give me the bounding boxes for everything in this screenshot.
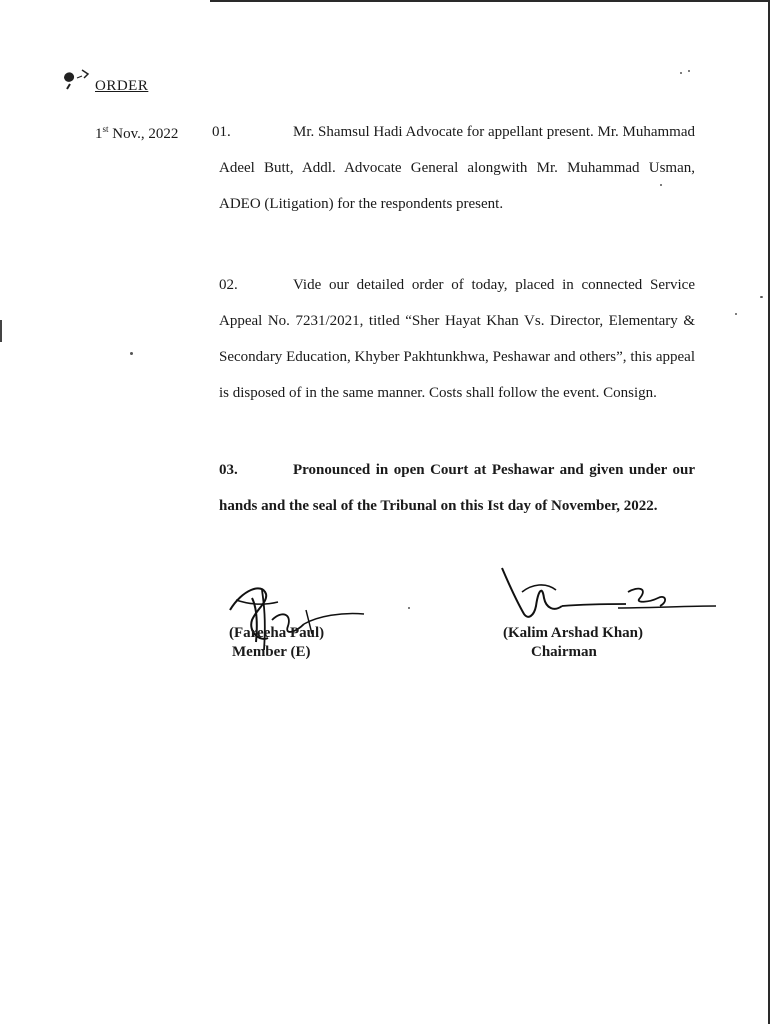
paragraph-text: Vide our detailed order of today, placed in connected Service Appeal No. 7231/2021, titled “Sher Hayat Khan Vs. Director, Elementary & Secondary Education, Khyber Pakhtunkhwa, Peshawar and others”, this appeal is disposed of in the same manner. Costs shall follow the event. Consign. bbox=[219, 277, 695, 401]
paragraph-1 bbox=[212, 114, 696, 222]
date-rest: Nov., 2022 bbox=[108, 126, 179, 142]
paragraph-3 bbox=[219, 452, 695, 524]
scan-speck bbox=[680, 72, 682, 74]
paragraph-number: 03. bbox=[219, 462, 238, 478]
paragraph-2 bbox=[219, 267, 695, 411]
date-suffix: st bbox=[102, 124, 109, 134]
signatory-name: (Fareeha Paul) bbox=[229, 625, 325, 641]
order-date bbox=[95, 124, 178, 143]
stamp-mark-icon bbox=[60, 66, 96, 90]
scan-edge-mark bbox=[0, 320, 2, 342]
paragraph-text: Pronounced in open Court at Peshawar and given under our hands and the seal of the Tribunal on this Ist day of November, 2022. bbox=[219, 462, 695, 514]
paragraph-number: 01. bbox=[212, 124, 231, 140]
signature-chairman-icon bbox=[498, 562, 720, 628]
date-day: 1 bbox=[95, 126, 103, 142]
paragraph-text: Mr. Shamsul Hadi Advocate for appellant present. Mr. Muhammad Adeel Butt, Addl. Advocate General alongwith Mr. Muhammad Usman, ADEO (Litigation) for the respondents present. bbox=[219, 124, 696, 212]
scan-speck bbox=[130, 352, 133, 355]
signatory-chairman bbox=[503, 624, 643, 662]
paragraph-number: 02. bbox=[219, 277, 238, 293]
signatory-member bbox=[229, 624, 324, 662]
scan-speck bbox=[408, 607, 410, 609]
signatory-name: (Kalim Arshad Khan) bbox=[503, 625, 644, 641]
scan-speck bbox=[760, 296, 763, 298]
scan-edge-top bbox=[210, 0, 770, 2]
scan-speck bbox=[688, 70, 690, 72]
order-heading: ORDER bbox=[95, 78, 149, 94]
scan-speck bbox=[735, 313, 737, 315]
signatory-title: Member (E) bbox=[232, 644, 311, 660]
signatory-title: Chairman bbox=[531, 644, 597, 660]
